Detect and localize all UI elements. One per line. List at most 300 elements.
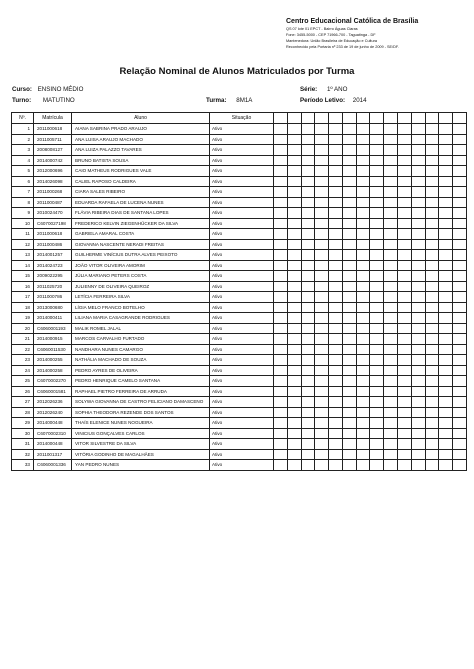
attendance-box bbox=[425, 292, 439, 303]
attendance-box bbox=[301, 407, 315, 418]
students-table bbox=[11, 112, 467, 471]
aluno-cell: LÍGIA MELO FRANCO BOTELHO bbox=[72, 302, 210, 313]
attendance-box bbox=[301, 334, 315, 345]
attendance-box bbox=[384, 176, 398, 187]
attendance-box bbox=[274, 418, 288, 429]
matricula-cell: 2009022295 bbox=[34, 271, 72, 282]
attendance-box bbox=[315, 166, 329, 177]
table-row bbox=[12, 439, 467, 450]
aluno-cell: CIARA SALES RIBEIRO bbox=[72, 187, 210, 198]
attendance-box bbox=[425, 323, 439, 334]
aluno-cell: AIANA SABRINA PRADO ARAUJO bbox=[72, 124, 210, 135]
row-number: 14 bbox=[12, 260, 34, 271]
attendance-box bbox=[315, 260, 329, 271]
header-blank-cell bbox=[398, 113, 412, 124]
attendance-box bbox=[356, 218, 370, 229]
attendance-box bbox=[384, 218, 398, 229]
attendance-box bbox=[398, 397, 412, 408]
attendance-box bbox=[356, 397, 370, 408]
row-number: 30 bbox=[12, 428, 34, 439]
attendance-box bbox=[287, 460, 301, 471]
attendance-box bbox=[439, 365, 453, 376]
attendance-box bbox=[398, 166, 412, 177]
attendance-box bbox=[301, 281, 315, 292]
table-row bbox=[12, 397, 467, 408]
attendance-box bbox=[439, 124, 453, 135]
attendance-box bbox=[329, 460, 343, 471]
attendance-box bbox=[411, 365, 425, 376]
attendance-box bbox=[274, 397, 288, 408]
row-number: 33 bbox=[12, 460, 34, 471]
attendance-box bbox=[274, 365, 288, 376]
attendance-box bbox=[287, 439, 301, 450]
attendance-box bbox=[315, 365, 329, 376]
attendance-box bbox=[329, 187, 343, 198]
attendance-box bbox=[453, 208, 467, 219]
attendance-box bbox=[370, 239, 384, 250]
attendance-box bbox=[274, 407, 288, 418]
school-recognition: Reconhecido pela Portaria nº 233 de 19 de junho de 2009 - SE/DF. bbox=[286, 45, 399, 49]
header-blank-cell bbox=[425, 113, 439, 124]
attendance-box bbox=[301, 176, 315, 187]
attendance-box bbox=[384, 449, 398, 460]
attendance-box bbox=[329, 439, 343, 450]
matricula-cell: 2013000680 bbox=[34, 302, 72, 313]
attendance-box bbox=[398, 302, 412, 313]
attendance-box bbox=[301, 271, 315, 282]
table-row bbox=[12, 187, 467, 198]
attendance-box bbox=[370, 334, 384, 345]
attendance-box bbox=[274, 376, 288, 387]
attendance-box bbox=[398, 355, 412, 366]
attendance-box bbox=[398, 155, 412, 166]
attendance-box bbox=[453, 187, 467, 198]
situacao-cell: Ativo bbox=[210, 176, 274, 187]
matricula-cell: C6070027198 bbox=[34, 218, 72, 229]
attendance-box bbox=[329, 449, 343, 460]
attendance-box bbox=[384, 376, 398, 387]
attendance-box bbox=[356, 239, 370, 250]
table-row bbox=[12, 449, 467, 460]
situacao-cell: Ativo bbox=[210, 397, 274, 408]
attendance-box bbox=[398, 187, 412, 198]
attendance-box bbox=[329, 344, 343, 355]
attendance-box bbox=[453, 407, 467, 418]
situacao-cell: Ativo bbox=[210, 218, 274, 229]
row-number: 18 bbox=[12, 302, 34, 313]
attendance-box bbox=[411, 344, 425, 355]
attendance-box bbox=[411, 292, 425, 303]
matricula-cell: 2014000915 bbox=[34, 334, 72, 345]
attendance-box bbox=[342, 292, 356, 303]
attendance-box bbox=[301, 397, 315, 408]
attendance-box bbox=[425, 281, 439, 292]
attendance-box bbox=[411, 229, 425, 240]
row-number: 22 bbox=[12, 344, 34, 355]
attendance-box bbox=[453, 334, 467, 345]
curso-field bbox=[12, 86, 83, 93]
attendance-box bbox=[356, 439, 370, 450]
attendance-box bbox=[411, 260, 425, 271]
attendance-box bbox=[356, 134, 370, 145]
attendance-box bbox=[453, 355, 467, 366]
attendance-box bbox=[439, 218, 453, 229]
attendance-box bbox=[287, 218, 301, 229]
turno-field bbox=[12, 97, 75, 104]
matricula-cell: 2011025720 bbox=[34, 281, 72, 292]
attendance-box bbox=[287, 250, 301, 261]
attendance-box bbox=[342, 334, 356, 345]
attendance-box bbox=[356, 145, 370, 156]
aluno-cell: ANA LUISA ARAUJO MACHADO bbox=[72, 134, 210, 145]
attendance-box bbox=[301, 313, 315, 324]
attendance-box bbox=[370, 208, 384, 219]
attendance-box bbox=[398, 449, 412, 460]
attendance-box bbox=[411, 176, 425, 187]
attendance-box bbox=[356, 365, 370, 376]
table-row bbox=[12, 166, 467, 177]
attendance-box bbox=[342, 449, 356, 460]
attendance-box bbox=[425, 229, 439, 240]
attendance-box bbox=[274, 271, 288, 282]
attendance-box bbox=[439, 229, 453, 240]
attendance-box bbox=[453, 124, 467, 135]
attendance-box bbox=[398, 281, 412, 292]
attendance-box bbox=[370, 260, 384, 271]
aluno-cell: MARCOS CARVALHO FURTADO bbox=[72, 334, 210, 345]
attendance-box bbox=[425, 302, 439, 313]
situacao-cell: Ativo bbox=[210, 407, 274, 418]
situacao-cell: Ativo bbox=[210, 155, 274, 166]
attendance-box bbox=[398, 460, 412, 471]
table-row bbox=[12, 365, 467, 376]
attendance-box bbox=[342, 176, 356, 187]
school-address: QS 07 lote 01 EPCT - Bairro Águas Claras bbox=[286, 27, 358, 31]
attendance-box bbox=[411, 355, 425, 366]
attendance-box bbox=[329, 428, 343, 439]
attendance-box bbox=[342, 124, 356, 135]
attendance-box bbox=[315, 271, 329, 282]
row-number: 32 bbox=[12, 449, 34, 460]
attendance-box bbox=[301, 344, 315, 355]
attendance-box bbox=[301, 145, 315, 156]
table-row bbox=[12, 271, 467, 282]
header-blank-cell bbox=[411, 113, 425, 124]
row-number: 3 bbox=[12, 145, 34, 156]
attendance-box bbox=[287, 323, 301, 334]
attendance-box bbox=[411, 323, 425, 334]
attendance-box bbox=[274, 229, 288, 240]
attendance-box bbox=[370, 187, 384, 198]
attendance-box bbox=[370, 229, 384, 240]
attendance-box bbox=[329, 145, 343, 156]
situacao-cell: Ativo bbox=[210, 271, 274, 282]
table-row bbox=[12, 208, 467, 219]
aluno-cell: FLÁVIA RIBEIRA DIAS DE SANTANA LOPES bbox=[72, 208, 210, 219]
attendance-box bbox=[453, 260, 467, 271]
attendance-box bbox=[398, 239, 412, 250]
attendance-box bbox=[370, 292, 384, 303]
matricula-cell: C6060001581 bbox=[34, 386, 72, 397]
attendance-box bbox=[425, 166, 439, 177]
attendance-box bbox=[356, 334, 370, 345]
attendance-box bbox=[453, 386, 467, 397]
attendance-box bbox=[287, 449, 301, 460]
attendance-box bbox=[370, 355, 384, 366]
row-number: 7 bbox=[12, 187, 34, 198]
attendance-box bbox=[453, 428, 467, 439]
attendance-box bbox=[411, 407, 425, 418]
attendance-box bbox=[453, 449, 467, 460]
attendance-box bbox=[425, 176, 439, 187]
row-number: 21 bbox=[12, 334, 34, 345]
attendance-box bbox=[411, 397, 425, 408]
turno-label: Turno: bbox=[12, 97, 32, 104]
attendance-box bbox=[398, 134, 412, 145]
attendance-box bbox=[356, 229, 370, 240]
attendance-box bbox=[384, 124, 398, 135]
attendance-box bbox=[342, 313, 356, 324]
attendance-box bbox=[356, 271, 370, 282]
attendance-box bbox=[425, 145, 439, 156]
situacao-cell: Ativo bbox=[210, 365, 274, 376]
matricula-cell: 2011000487 bbox=[34, 197, 72, 208]
attendance-box bbox=[329, 323, 343, 334]
matricula-cell: 2012026240 bbox=[34, 407, 72, 418]
attendance-box bbox=[301, 166, 315, 177]
attendance-box bbox=[356, 250, 370, 261]
attendance-box bbox=[384, 397, 398, 408]
attendance-box bbox=[425, 407, 439, 418]
attendance-box bbox=[398, 208, 412, 219]
attendance-box bbox=[453, 281, 467, 292]
attendance-box bbox=[453, 145, 467, 156]
attendance-box bbox=[439, 407, 453, 418]
attendance-box bbox=[287, 376, 301, 387]
row-number: 28 bbox=[12, 407, 34, 418]
attendance-box bbox=[274, 218, 288, 229]
attendance-box bbox=[315, 250, 329, 261]
attendance-box bbox=[384, 323, 398, 334]
situacao-cell: Ativo bbox=[210, 281, 274, 292]
attendance-box bbox=[301, 386, 315, 397]
header-blank-cell bbox=[453, 113, 467, 124]
attendance-box bbox=[425, 365, 439, 376]
attendance-box bbox=[301, 376, 315, 387]
attendance-box bbox=[329, 260, 343, 271]
header-matricula: Matrícula bbox=[34, 113, 72, 124]
attendance-box bbox=[425, 271, 439, 282]
aluno-cell: ANA LUIZA PALAZZO TAVARES bbox=[72, 145, 210, 156]
attendance-box bbox=[439, 439, 453, 450]
matricula-cell: 2014000258 bbox=[34, 365, 72, 376]
situacao-cell: Ativo bbox=[210, 460, 274, 471]
attendance-box bbox=[274, 124, 288, 135]
attendance-box bbox=[329, 397, 343, 408]
attendance-box bbox=[301, 124, 315, 135]
attendance-box bbox=[329, 313, 343, 324]
situacao-cell: Ativo bbox=[210, 323, 274, 334]
attendance-box bbox=[274, 260, 288, 271]
attendance-box bbox=[384, 292, 398, 303]
school-header bbox=[286, 17, 466, 50]
attendance-box bbox=[356, 449, 370, 460]
matricula-cell: 2011000618 bbox=[34, 229, 72, 240]
attendance-box bbox=[329, 281, 343, 292]
attendance-box bbox=[342, 239, 356, 250]
attendance-box bbox=[274, 187, 288, 198]
header-situacao: Situação bbox=[210, 113, 274, 124]
attendance-box bbox=[425, 428, 439, 439]
aluno-cell: GUILHERME VINÍCIUS DUTRA ALVES PEIXOTO bbox=[72, 250, 210, 261]
table-row bbox=[12, 197, 467, 208]
table-row bbox=[12, 418, 467, 429]
attendance-box bbox=[384, 418, 398, 429]
attendance-box bbox=[425, 197, 439, 208]
table-row bbox=[12, 155, 467, 166]
aluno-cell: PEDRO AYRES DE OLIVEIRA bbox=[72, 365, 210, 376]
attendance-box bbox=[329, 365, 343, 376]
aluno-cell: CALIEL RAPOSO CALDEIRA bbox=[72, 176, 210, 187]
attendance-box bbox=[425, 250, 439, 261]
matricula-cell: 2014000255 bbox=[34, 355, 72, 366]
header-blank-cell bbox=[329, 113, 343, 124]
attendance-box bbox=[315, 323, 329, 334]
matricula-cell: 2008008127 bbox=[34, 145, 72, 156]
attendance-box bbox=[398, 197, 412, 208]
attendance-box bbox=[439, 292, 453, 303]
attendance-box bbox=[287, 428, 301, 439]
attendance-box bbox=[329, 197, 343, 208]
attendance-box bbox=[398, 334, 412, 345]
attendance-box bbox=[370, 407, 384, 418]
situacao-cell: Ativo bbox=[210, 418, 274, 429]
attendance-box bbox=[315, 407, 329, 418]
attendance-box bbox=[287, 197, 301, 208]
matricula-cell: 2014000448 bbox=[34, 439, 72, 450]
periodo-field bbox=[300, 97, 367, 104]
situacao-cell: Ativo bbox=[210, 197, 274, 208]
row-number: 13 bbox=[12, 250, 34, 261]
attendance-box bbox=[453, 397, 467, 408]
attendance-box bbox=[329, 292, 343, 303]
attendance-box bbox=[274, 449, 288, 460]
situacao-cell: Ativo bbox=[210, 428, 274, 439]
attendance-box bbox=[315, 386, 329, 397]
header-aluno: Aluno bbox=[72, 113, 210, 124]
situacao-cell: Ativo bbox=[210, 355, 274, 366]
attendance-box bbox=[301, 292, 315, 303]
aluno-cell: VITOR SILVESTRE DA SILVA bbox=[72, 439, 210, 450]
row-number: 5 bbox=[12, 166, 34, 177]
aluno-cell: CAIO MATHEUS RODRIGUES VALE bbox=[72, 166, 210, 177]
attendance-box bbox=[398, 365, 412, 376]
attendance-box bbox=[439, 250, 453, 261]
attendance-box bbox=[439, 323, 453, 334]
curso-label: Curso: bbox=[12, 86, 32, 93]
attendance-box bbox=[287, 292, 301, 303]
attendance-box bbox=[453, 344, 467, 355]
header-blank-cell bbox=[342, 113, 356, 124]
attendance-box bbox=[370, 166, 384, 177]
header-blank-cell bbox=[274, 113, 288, 124]
situacao-cell: Ativo bbox=[210, 313, 274, 324]
attendance-box bbox=[398, 439, 412, 450]
matricula-cell: 2014024723 bbox=[34, 260, 72, 271]
table-row bbox=[12, 124, 467, 135]
attendance-box bbox=[301, 323, 315, 334]
attendance-box bbox=[453, 218, 467, 229]
attendance-box bbox=[453, 460, 467, 471]
attendance-box bbox=[453, 176, 467, 187]
attendance-box bbox=[384, 365, 398, 376]
attendance-box bbox=[356, 376, 370, 387]
attendance-box bbox=[342, 250, 356, 261]
attendance-box bbox=[398, 176, 412, 187]
attendance-box bbox=[287, 365, 301, 376]
attendance-box bbox=[287, 355, 301, 366]
attendance-box bbox=[329, 355, 343, 366]
attendance-box bbox=[370, 439, 384, 450]
attendance-box bbox=[453, 313, 467, 324]
table-row bbox=[12, 376, 467, 387]
attendance-box bbox=[342, 302, 356, 313]
attendance-box bbox=[301, 302, 315, 313]
attendance-box bbox=[411, 271, 425, 282]
attendance-box bbox=[274, 250, 288, 261]
situacao-cell: Ativo bbox=[210, 376, 274, 387]
situacao-cell: Ativo bbox=[210, 166, 274, 177]
attendance-box bbox=[398, 145, 412, 156]
attendance-box bbox=[342, 271, 356, 282]
attendance-box bbox=[398, 271, 412, 282]
periodo-value: 2014 bbox=[352, 97, 367, 104]
table-row bbox=[12, 292, 467, 303]
attendance-box bbox=[384, 187, 398, 198]
situacao-cell: Ativo bbox=[210, 260, 274, 271]
table-row bbox=[12, 428, 467, 439]
attendance-box bbox=[356, 355, 370, 366]
table-row bbox=[12, 229, 467, 240]
attendance-box bbox=[342, 460, 356, 471]
attendance-box bbox=[398, 418, 412, 429]
attendance-box bbox=[301, 365, 315, 376]
attendance-box bbox=[411, 428, 425, 439]
matricula-cell: 2014001257 bbox=[34, 250, 72, 261]
attendance-box bbox=[342, 428, 356, 439]
attendance-box bbox=[342, 166, 356, 177]
attendance-box bbox=[411, 418, 425, 429]
matricula-cell: C6060001336 bbox=[34, 460, 72, 471]
attendance-box bbox=[274, 344, 288, 355]
attendance-box bbox=[315, 239, 329, 250]
attendance-box bbox=[453, 271, 467, 282]
attendance-box bbox=[453, 439, 467, 450]
attendance-box bbox=[425, 344, 439, 355]
matricula-cell: 2014000742 bbox=[34, 155, 72, 166]
attendance-box bbox=[398, 428, 412, 439]
row-number: 25 bbox=[12, 376, 34, 387]
attendance-box bbox=[315, 218, 329, 229]
attendance-box bbox=[287, 260, 301, 271]
attendance-box bbox=[287, 134, 301, 145]
attendance-box bbox=[301, 187, 315, 198]
attendance-box bbox=[411, 386, 425, 397]
attendance-box bbox=[411, 376, 425, 387]
attendance-box bbox=[287, 407, 301, 418]
table-row bbox=[12, 145, 467, 156]
attendance-box bbox=[425, 460, 439, 471]
